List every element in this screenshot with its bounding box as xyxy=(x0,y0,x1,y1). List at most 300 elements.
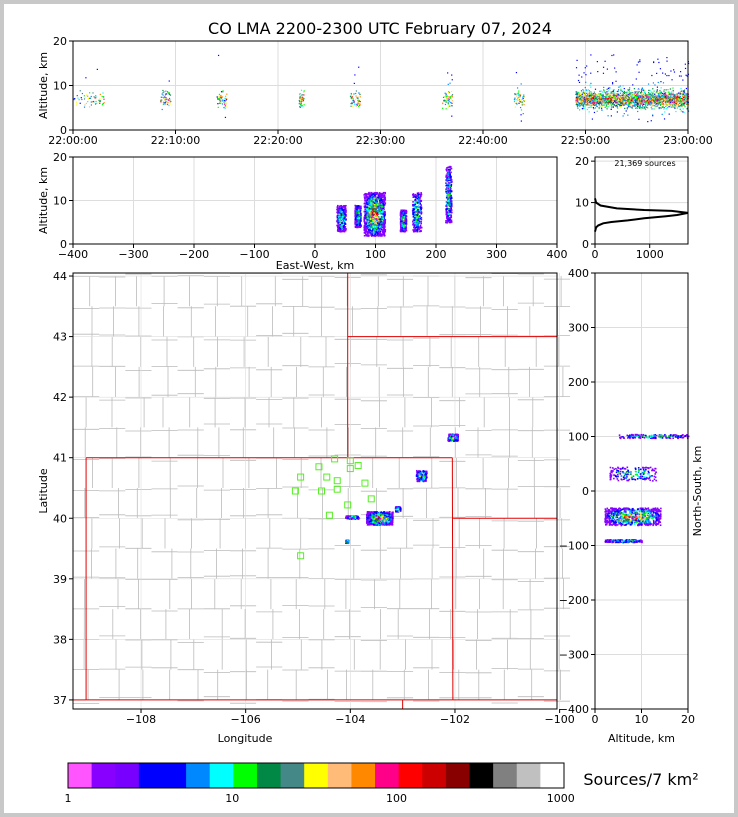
source-point xyxy=(102,104,103,105)
source-point xyxy=(666,103,667,104)
source-point xyxy=(590,73,591,74)
source-point xyxy=(404,219,406,221)
source-point xyxy=(664,107,665,108)
source-point xyxy=(337,205,339,207)
source-point xyxy=(610,98,611,99)
source-point xyxy=(669,97,670,98)
source-point xyxy=(365,199,367,201)
source-point xyxy=(337,217,339,219)
source-point xyxy=(624,93,625,94)
source-point xyxy=(678,99,679,100)
source-point xyxy=(402,222,404,224)
source-point xyxy=(616,94,617,95)
source-point xyxy=(635,102,636,103)
source-point xyxy=(585,82,586,83)
source-point xyxy=(631,98,632,99)
source-point xyxy=(626,99,627,100)
source-point xyxy=(370,212,372,214)
source-point xyxy=(370,223,372,225)
source-point xyxy=(613,107,614,108)
source-point xyxy=(683,103,684,104)
source-point xyxy=(604,98,605,99)
source-point xyxy=(604,101,605,102)
source-point xyxy=(665,96,666,97)
source-point xyxy=(619,97,620,98)
source-point xyxy=(621,90,622,91)
source-point xyxy=(631,90,632,91)
source-point xyxy=(448,176,450,178)
source-point xyxy=(402,213,404,215)
source-point xyxy=(684,95,685,96)
source-point xyxy=(645,93,646,94)
source-point xyxy=(357,207,359,209)
source-point xyxy=(603,102,604,103)
source-point xyxy=(580,93,581,94)
source-point xyxy=(223,107,224,108)
source-point xyxy=(375,208,377,210)
source-point xyxy=(415,203,417,205)
source-point xyxy=(603,73,604,74)
source-point xyxy=(378,212,380,214)
source-point xyxy=(609,106,610,107)
source-point xyxy=(597,106,598,107)
source-point xyxy=(676,96,677,97)
source-point xyxy=(418,198,420,200)
source-point xyxy=(366,235,368,237)
source-point xyxy=(662,104,663,105)
source-point xyxy=(218,107,219,108)
source-point xyxy=(514,98,515,99)
source-point xyxy=(98,100,99,101)
source-point xyxy=(420,204,422,206)
source-point xyxy=(337,226,339,228)
source-point xyxy=(344,211,346,213)
source-point xyxy=(671,91,672,92)
source-point xyxy=(684,105,685,106)
source-point xyxy=(170,101,171,102)
source-point xyxy=(77,95,78,96)
source-point xyxy=(221,103,222,104)
source-point xyxy=(420,200,422,202)
source-point xyxy=(446,197,448,199)
source-point xyxy=(645,106,646,107)
source-point xyxy=(631,104,632,105)
source-point xyxy=(99,101,100,102)
source-point xyxy=(357,105,358,106)
source-point xyxy=(667,91,668,92)
source-point xyxy=(300,107,301,108)
source-point xyxy=(418,205,420,207)
source-point xyxy=(605,99,606,100)
source-point xyxy=(373,212,375,214)
east-west-altitude-plot xyxy=(37,151,568,272)
source-point xyxy=(590,83,591,84)
source-point xyxy=(219,94,220,95)
source-point xyxy=(518,103,519,104)
source-point xyxy=(637,106,638,107)
source-point xyxy=(601,110,602,111)
source-point xyxy=(376,213,378,215)
source-point xyxy=(645,102,646,103)
source-point xyxy=(448,188,450,190)
source-point xyxy=(383,204,385,206)
source-point xyxy=(612,82,613,83)
source-point xyxy=(644,107,645,108)
source-point xyxy=(597,111,598,112)
source-point xyxy=(662,73,663,74)
source-point xyxy=(103,96,104,97)
source-point xyxy=(652,88,653,89)
source-point xyxy=(593,100,594,101)
source-point xyxy=(676,99,677,100)
source-point xyxy=(581,95,582,96)
source-point xyxy=(420,195,422,197)
x-tick-label: 22:20:00 xyxy=(253,134,303,147)
source-point xyxy=(599,103,600,104)
source-point xyxy=(449,196,451,198)
source-point xyxy=(604,103,605,104)
source-point xyxy=(663,101,664,102)
source-point xyxy=(340,225,342,227)
source-point xyxy=(162,92,163,93)
source-point xyxy=(448,100,449,101)
source-point xyxy=(364,198,366,200)
source-point xyxy=(644,103,645,104)
source-point xyxy=(675,111,676,112)
source-point xyxy=(617,111,618,112)
source-point xyxy=(581,100,582,101)
source-point xyxy=(614,100,615,101)
source-point xyxy=(358,106,359,107)
source-point xyxy=(648,83,649,84)
source-point xyxy=(376,202,378,204)
source-point xyxy=(367,218,369,220)
source-point xyxy=(340,226,342,228)
source-point xyxy=(515,106,516,107)
source-point xyxy=(451,184,453,186)
source-point xyxy=(405,221,407,223)
source-point xyxy=(585,101,586,102)
source-point xyxy=(653,108,654,109)
source-point xyxy=(414,206,416,208)
source-point xyxy=(582,108,583,109)
source-point xyxy=(585,87,586,88)
source-point xyxy=(649,90,650,91)
source-point xyxy=(418,218,420,220)
source-point xyxy=(447,215,449,217)
source-point xyxy=(522,104,523,105)
source-point xyxy=(91,101,92,102)
source-point xyxy=(577,92,578,93)
source-point xyxy=(452,94,453,95)
source-point xyxy=(516,101,517,102)
source-point xyxy=(452,100,453,101)
source-point xyxy=(641,101,642,102)
source-point xyxy=(169,94,170,95)
source-point xyxy=(621,99,622,100)
source-point xyxy=(602,106,603,107)
source-point xyxy=(451,105,452,106)
source-point xyxy=(381,216,383,218)
source-point xyxy=(337,206,339,208)
source-point xyxy=(366,202,368,204)
source-point xyxy=(682,79,683,80)
source-point xyxy=(301,98,302,99)
source-point xyxy=(659,92,660,93)
source-point xyxy=(673,69,674,70)
source-point xyxy=(675,95,676,96)
source-point xyxy=(592,118,593,119)
source-point xyxy=(444,100,445,101)
source-point xyxy=(381,225,383,227)
source-point xyxy=(639,102,640,103)
source-point xyxy=(337,208,339,210)
source-point xyxy=(669,103,670,104)
source-point xyxy=(374,211,376,213)
source-point xyxy=(578,99,579,100)
source-point xyxy=(169,98,170,99)
source-point xyxy=(373,201,375,203)
source-point xyxy=(641,98,642,99)
source-point xyxy=(660,102,661,103)
source-point xyxy=(601,102,602,103)
source-point xyxy=(375,235,377,237)
source-point xyxy=(597,61,598,62)
source-point xyxy=(447,72,448,73)
source-point xyxy=(576,67,577,68)
source-point xyxy=(653,91,654,92)
source-point xyxy=(640,102,641,103)
source-point xyxy=(608,115,609,116)
source-point xyxy=(161,97,162,98)
source-point xyxy=(645,109,646,110)
source-point xyxy=(617,96,618,97)
source-point xyxy=(168,105,169,106)
source-point xyxy=(637,111,638,112)
source-point xyxy=(621,95,622,96)
source-point xyxy=(672,99,673,100)
source-point xyxy=(678,92,679,93)
source-point xyxy=(667,96,668,97)
source-point xyxy=(367,209,369,211)
source-point xyxy=(632,107,633,108)
source-point xyxy=(380,219,382,221)
source-point xyxy=(584,93,585,94)
source-point xyxy=(613,96,614,97)
source-point xyxy=(353,93,354,94)
source-point xyxy=(359,206,361,208)
source-point xyxy=(620,90,621,91)
source-point xyxy=(670,94,671,95)
source-point xyxy=(669,114,670,115)
source-point xyxy=(368,229,370,231)
source-point xyxy=(641,88,642,89)
source-point xyxy=(343,230,345,232)
source-point xyxy=(338,219,340,221)
source-point xyxy=(303,94,304,95)
source-point xyxy=(586,89,587,90)
source-point xyxy=(598,97,599,98)
source-point xyxy=(301,90,302,91)
source-point xyxy=(446,217,448,219)
source-point xyxy=(648,90,649,91)
source-point xyxy=(590,107,591,108)
source-point xyxy=(678,95,679,96)
source-point xyxy=(341,230,343,232)
source-point xyxy=(404,210,406,212)
source-point xyxy=(651,103,652,104)
source-point xyxy=(381,206,383,208)
source-point xyxy=(226,99,227,100)
source-point xyxy=(638,106,639,107)
source-point xyxy=(596,104,597,105)
source-point xyxy=(356,209,358,211)
source-point xyxy=(607,69,608,70)
source-point xyxy=(622,91,623,92)
source-point xyxy=(661,93,662,94)
source-point xyxy=(653,105,654,106)
source-point xyxy=(606,91,607,92)
source-point xyxy=(356,212,358,214)
source-point xyxy=(583,108,584,109)
source-point xyxy=(359,94,360,95)
source-point xyxy=(658,91,659,92)
source-point xyxy=(373,196,375,198)
source-point xyxy=(84,98,85,99)
source-point xyxy=(638,92,639,93)
source-point xyxy=(404,225,406,227)
source-point xyxy=(366,216,368,218)
source-point xyxy=(618,89,619,90)
source-point xyxy=(671,79,672,80)
source-point xyxy=(590,105,591,106)
source-point xyxy=(634,98,635,99)
source-point xyxy=(352,103,353,104)
source-point xyxy=(668,99,669,100)
source-point xyxy=(415,199,417,201)
source-point xyxy=(359,93,360,94)
source-point xyxy=(629,95,630,96)
source-point xyxy=(517,87,518,88)
source-point xyxy=(681,75,682,76)
source-point xyxy=(343,225,345,227)
source-point xyxy=(647,100,648,101)
source-point xyxy=(685,98,686,99)
source-point xyxy=(596,100,597,101)
source-point xyxy=(608,88,609,89)
source-point xyxy=(589,95,590,96)
source-point xyxy=(651,92,652,93)
source-point xyxy=(224,102,225,103)
source-point xyxy=(601,101,602,102)
source-point xyxy=(354,104,355,105)
source-point xyxy=(638,119,639,120)
source-point xyxy=(627,108,628,109)
source-point xyxy=(603,87,604,88)
source-point xyxy=(378,207,380,209)
source-point xyxy=(218,55,219,56)
source-point xyxy=(599,105,600,106)
source-point xyxy=(653,82,654,83)
source-point xyxy=(379,200,381,202)
source-point xyxy=(368,235,370,237)
source-point xyxy=(579,105,580,106)
source-point xyxy=(299,98,300,99)
source-point xyxy=(419,215,421,217)
source-point xyxy=(612,83,613,84)
source-point xyxy=(585,67,586,68)
source-point xyxy=(217,103,218,104)
source-point xyxy=(650,101,651,102)
source-point xyxy=(603,97,604,98)
source-point xyxy=(645,104,646,105)
source-point xyxy=(385,202,387,204)
source-point xyxy=(624,108,625,109)
source-point xyxy=(589,90,590,91)
source-point xyxy=(88,98,89,99)
source-point xyxy=(610,95,611,96)
source-point xyxy=(587,109,588,110)
source-point xyxy=(669,93,670,94)
source-point xyxy=(301,105,302,106)
source-point xyxy=(587,104,588,105)
source-point xyxy=(622,103,623,104)
source-point xyxy=(94,96,95,97)
source-point xyxy=(352,96,353,97)
source-point xyxy=(342,207,344,209)
source-point xyxy=(661,87,662,88)
source-point xyxy=(378,220,380,222)
source-point xyxy=(591,98,592,99)
source-point xyxy=(357,218,359,220)
source-point xyxy=(95,101,96,102)
source-point xyxy=(373,231,375,233)
source-point xyxy=(369,200,371,202)
source-point xyxy=(447,185,449,187)
figure-canvas xyxy=(4,4,734,813)
source-point xyxy=(377,235,379,237)
source-point xyxy=(620,89,621,90)
source-point xyxy=(611,91,612,92)
source-point xyxy=(365,205,367,207)
source-point xyxy=(338,230,340,232)
source-point xyxy=(169,92,170,93)
source-point xyxy=(671,93,672,94)
source-point xyxy=(603,92,604,93)
source-point xyxy=(520,114,521,115)
source-point xyxy=(650,95,651,96)
source-point xyxy=(345,214,347,216)
source-point xyxy=(370,211,372,213)
source-point xyxy=(220,97,221,98)
source-point xyxy=(446,93,447,94)
source-point xyxy=(637,98,638,99)
source-point xyxy=(637,108,638,109)
source-point xyxy=(365,217,367,219)
source-point xyxy=(224,100,225,101)
source-point xyxy=(300,96,301,97)
source-point xyxy=(343,219,345,221)
source-point xyxy=(664,118,665,119)
source-point xyxy=(654,84,655,85)
source-point xyxy=(452,79,453,80)
source-point xyxy=(658,62,659,63)
source-point xyxy=(356,227,358,229)
source-point xyxy=(300,93,301,94)
source-point xyxy=(659,108,660,109)
source-point xyxy=(583,90,584,91)
source-point xyxy=(589,99,590,100)
